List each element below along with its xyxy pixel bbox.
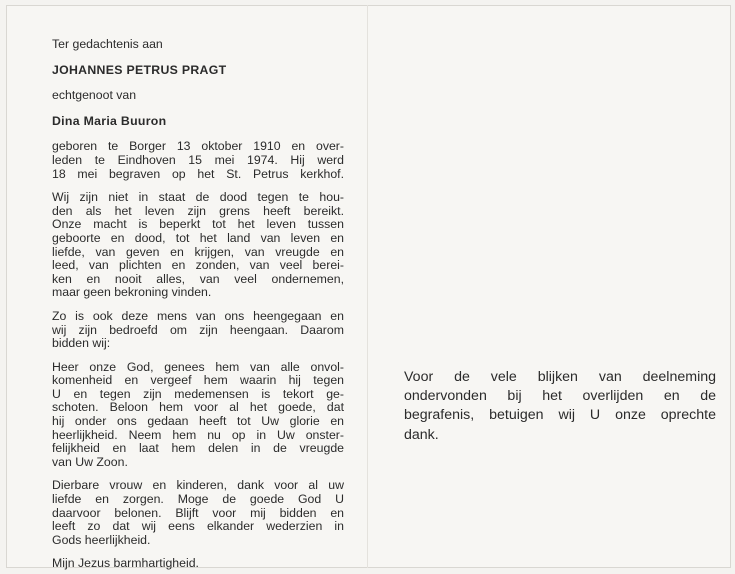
poem-line: ken en nooit alles, van veel ondernemen, <box>52 271 344 286</box>
thanks-text-column <box>404 368 716 445</box>
departure-line: Zo is ook deze mens van ons heengegaan en <box>52 308 344 323</box>
family-paragraph <box>52 479 344 547</box>
poem-line: liefde, van geven en krijgen, van vreugde en <box>52 244 344 259</box>
poem-line: maar geen bekroning vinden. <box>52 285 212 300</box>
prayer-line: hij onder ons gedaan heeft tot Uw glorie en <box>52 414 344 429</box>
poem-line: den als het leven zijn grens heeft bereikt. <box>52 203 344 218</box>
thanks-paragraph <box>404 368 716 445</box>
thanks-line: dank. <box>404 426 439 443</box>
family-line: daarvoor belonen. Blijft voor mij bidden en <box>52 505 344 520</box>
thanks-line: begrafenis, betuigen wij U onze oprechte <box>404 407 716 424</box>
biography-line: geboren te Borger 13 oktober 1910 en over- <box>52 139 344 154</box>
prayer-line: heerlijkheid. Neem hem nu op in Uw onster- <box>52 427 344 442</box>
biography-line: leden te Eindhoven 15 mei 1974. Hij werd <box>52 152 344 167</box>
biography-paragraph <box>52 140 344 181</box>
family-line: Dierbare vrouw en kinderen, dank voor al uw <box>52 478 344 493</box>
poem-line: Wij zijn niet in staat de dood tegen te hou- <box>52 190 344 205</box>
prayer-line: komenheid en vergeef hem waarin hij tegen <box>52 373 344 388</box>
biography-line: 18 mei begraven op het St. Petrus kerkhof. <box>52 166 344 181</box>
prayer-line: felijkheid en laat hem delen in de vreugde <box>52 441 344 456</box>
card-fold-line <box>367 5 368 568</box>
prayer-line: schoten. Beloon hem voor al het goede, dat <box>52 400 344 415</box>
prayer-line: U en tegen zijn medemensen is tekort ge- <box>52 386 344 401</box>
poem-line: leed, van plichten en zonden, van veel berei- <box>52 258 344 273</box>
departure-line: bidden wij: <box>52 336 111 351</box>
family-line: Gods heerlijkheid. <box>52 532 151 547</box>
departure-line: wij zijn bedroefd om zijn heengaan. Daarom <box>52 322 344 337</box>
poem-line: Onze macht is beperkt tot het leven tussen <box>52 217 344 232</box>
prayer-line: Heer onze God, genees hem van alle onvol- <box>52 359 344 374</box>
spouse-name: Dina Maria Buuron <box>52 113 167 128</box>
family-line: leeft zo dat wij eens elkander wederzien in <box>52 519 344 534</box>
thanks-line: Voor de vele blijken van deelneming <box>404 369 716 385</box>
thanks-line: ondervonden bij het overlijden en de <box>404 388 716 405</box>
deceased-name: JOHANNES PETRUS PRAGT <box>52 62 227 77</box>
prayer-paragraph <box>52 361 344 470</box>
poem-line: geboorte en dood, tot het land van leven en <box>52 230 344 245</box>
prayer-line: van Uw Zoon. <box>52 454 128 469</box>
intro-text: Ter gedachtenis aan <box>52 37 163 51</box>
relation-text: echtgenoot van <box>52 88 137 103</box>
closing-line: Mijn Jezus barmhartigheid. <box>52 556 199 571</box>
poem-paragraph <box>52 191 344 300</box>
memorial-text-column <box>52 38 344 571</box>
departure-paragraph <box>52 310 344 351</box>
family-line: liefde en zorgen. Moge de goede God U <box>52 492 344 507</box>
